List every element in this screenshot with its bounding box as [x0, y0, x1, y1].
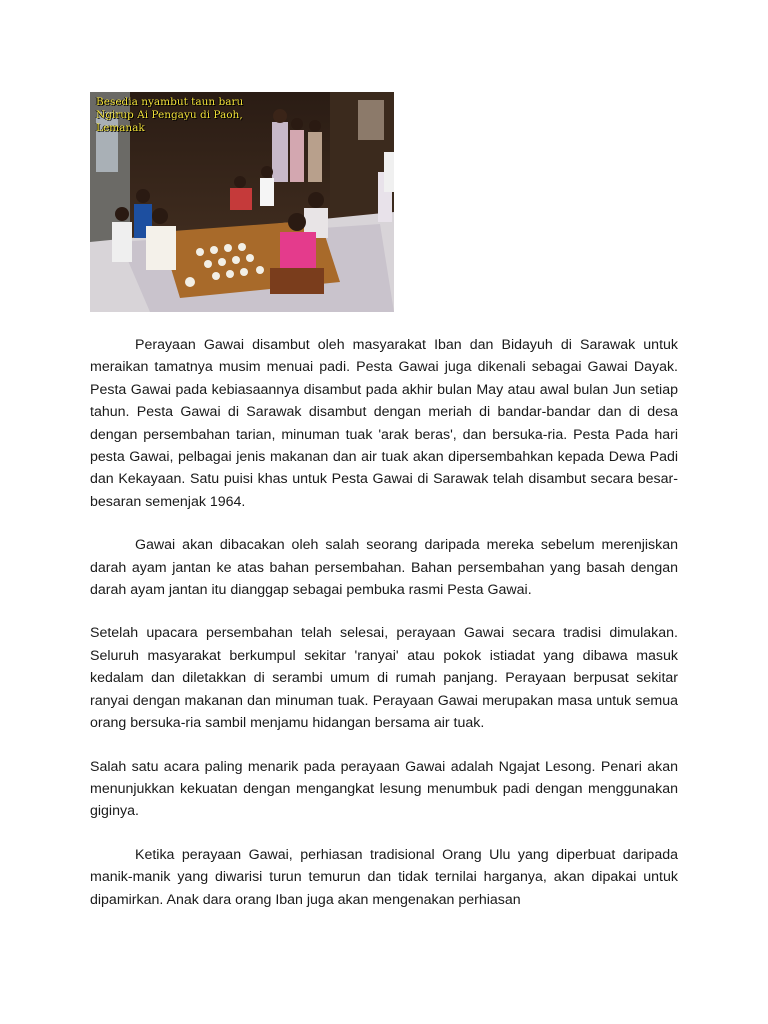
- paragraph: Perayaan Gawai disambut oleh masyarakat Iban dan Bidayuh di Sarawak untuk meraikan tamatnya musim menuai padi. Pesta Gawai juga dikenali sebagai Gawai Dayak. Pesta Gawai pada kebiasaannya disambut pada akhir bulan May atau awal bulan Jun setiap tahun. Pesta Gawai di Sarawak disambut dengan meriah di bandar-bandar dan di desa dengan persembahan tarian, minuman tuak 'arak beras', dan bersuka-ria. Pesta Pada hari pesta Gawai, pelbagai jenis makanan dan air tuak akan dipersembahkan kepada Dewa Padi dan Kekayaan. Satu puisi khas untuk Pesta Gawai di Sarawak telah disambut secara besar-besaran semenjak 1964.: [90, 337, 678, 510]
- gawai-photo: [90, 92, 394, 312]
- paragraph: Setelah upacara persembahan telah selesai, perayaan Gawai secara tradisi dimulakan. Seluruh masyarakat berkumpul sekitar 'ranyai' atau pokok istiadat yang dibawa masuk kedalam dan diletakkan di serambi umum di rumah panjang. Perayaan berpusat sekitar ranyai dengan makanan dan minuman tuak. Perayaan Gawai merupakan masa untuk semua orang bersuka-ria sambil menjamu hidangan bersama air tuak.: [90, 625, 678, 732]
- paragraph: Ketika perayaan Gawai, perhiasan tradisional Orang Ulu yang diperbuat daripada manik-manik yang diwarisi turun temurun dan tidak ternilai harganya, akan dipakai untuk dipamirkan. Anak dara orang Iban juga akan mengenakan perhiasan: [90, 846, 678, 908]
- caption-line: Ngirup Ai Pengayu di Paoh,: [96, 109, 243, 121]
- photo-caption: [96, 96, 243, 135]
- caption-line: Lemanak: [96, 122, 145, 134]
- caption-line: Besedia nyambut taun baru: [96, 96, 244, 108]
- paragraph: Salah satu acara paling menarik pada perayaan Gawai adalah Ngajat Lesong. Penari akan menunjukkan kekuatan dengan mengangkat lesung menumbuk padi dengan menggunakan giginya.: [90, 758, 678, 820]
- article-body: [90, 334, 678, 932]
- paragraph: Gawai akan dibacakan oleh salah seorang daripada mereka sebelum merenjiskan darah ayam jantan ke atas bahan persembahan. Bahan persembahan yang basah dengan darah ayam jantan itu dianggap sebagai pembuka rasmi Pesta Gawai.: [90, 537, 678, 599]
